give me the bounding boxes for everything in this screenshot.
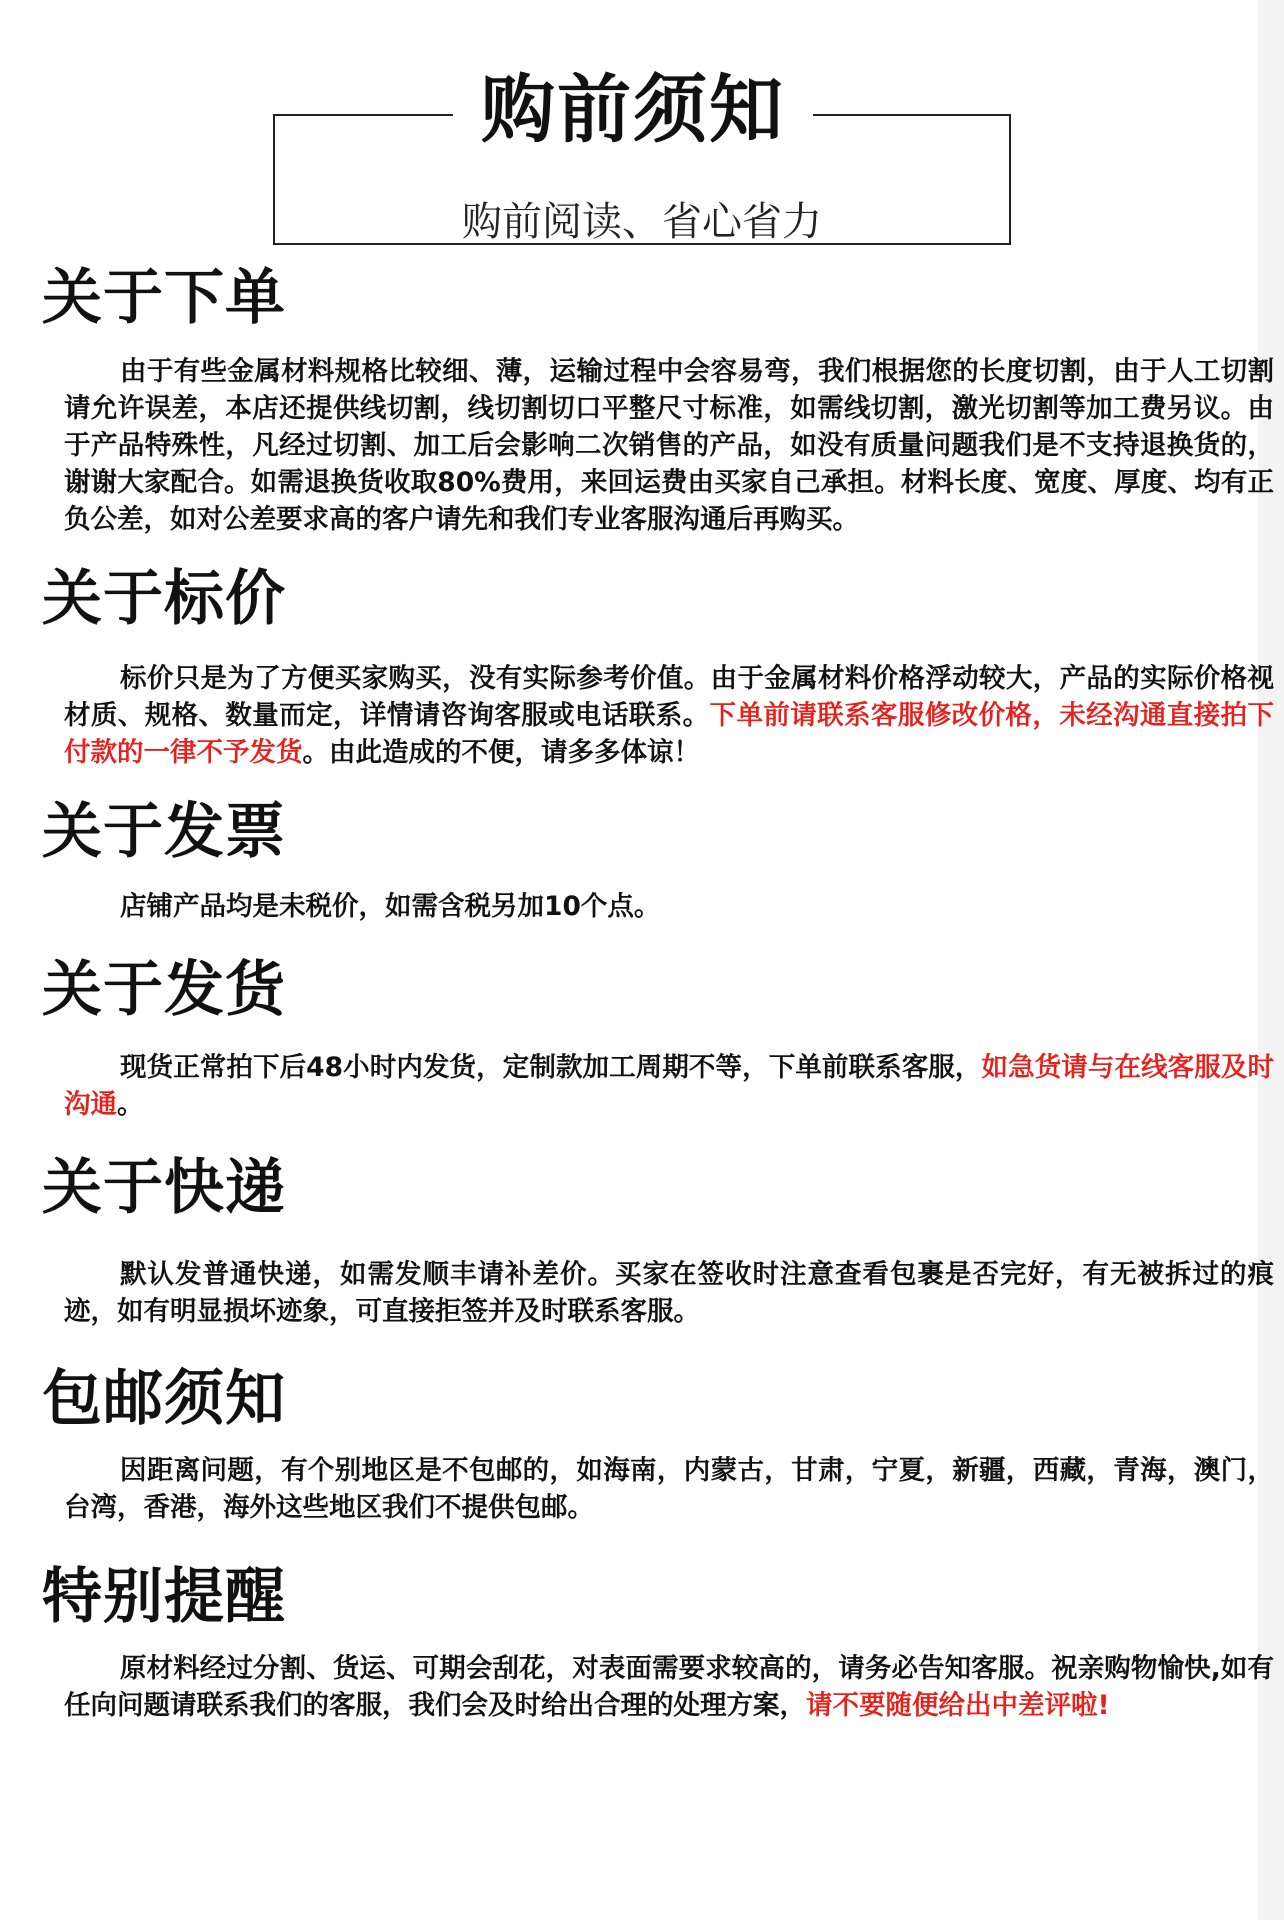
- section-free-shipping: [42, 1363, 1274, 1523]
- body-text: 。: [117, 1089, 144, 1120]
- section-express: [42, 1152, 1274, 1327]
- section-title: 关于快递: [42, 1153, 286, 1223]
- body-text: 原材料经过分割、货运、可期会刮花，对表面需要求较高的，请务必告知客服。祝亲购物愉快,如有任向问题请联系我们的客服，我们会及时给出合理的处理方案，: [64, 1653, 1274, 1721]
- section-body: [64, 1650, 1274, 1724]
- page-title-text: 购前须知: [453, 62, 813, 158]
- page-title: [0, 62, 1266, 158]
- highlight-text: 如急货请与在线客服及时沟通: [64, 1052, 1274, 1120]
- body-text: 标价只是为了方便买家购买，没有实际参考价值。由于金属材料价格浮动较大，产品的实际价格视材质、规格、数量而定，详情请咨询客服或电话联系。: [64, 663, 1274, 731]
- section-title: 包邮须知: [42, 1364, 286, 1434]
- section-invoice: [42, 796, 1242, 922]
- highlight-text: 请不要随便给出中差评啦!: [806, 1690, 1110, 1721]
- section-title: 关于发票: [42, 797, 286, 867]
- body-text: 现货正常拍下后48小时内发货，定制款加工周期不等，下单前联系客服，: [120, 1052, 982, 1083]
- section-body: [64, 660, 1274, 771]
- section-title: 关于标价: [42, 564, 286, 634]
- section-body: 店铺产品均是未税价，如需含税另加10个点。: [120, 891, 661, 922]
- section-reminder: [42, 1561, 1274, 1721]
- section-body: 由于有些金属材料规格比较细、薄，运输过程中会容易弯，我们根据您的长度切割，由于人工切割请允许误差，本店还提供线切割，线切割切口平整尺寸标准，如需线切割，激光切割等加工费另议。由于产品特殊性，凡经过切割、加工后会影响二次销售的产品，如没有质量问题我们是不支持退换货的，谢谢大家配合。如需退换货收取80%费用，来回运费由买家自己承担。材料长度、宽度、厚度、均有正负公差，如对公差要求高的客户请先和我们专业客服沟通后再购买。: [64, 356, 1274, 535]
- section-title: 特别提醒: [42, 1562, 286, 1632]
- page-edge-strip: [1258, 0, 1284, 1920]
- section-title: 关于发货: [42, 955, 286, 1025]
- section-price: [42, 563, 1275, 768]
- section-order: [42, 262, 1274, 535]
- section-shipping: [42, 954, 1274, 1120]
- body-text: 。由此造成的不便，请多多体谅！: [302, 737, 700, 768]
- section-body: [64, 1049, 1274, 1123]
- highlight-text: 下单前请联系客服修改价格，未经沟通直接拍下付款的一律不予发货: [64, 700, 1275, 768]
- section-body: 因距离问题，有个别地区是不包邮的，如海南，内蒙古，甘肃，宁夏，新疆，西藏，青海，澳门，台湾，香港，海外这些地区我们不提供包邮。: [64, 1455, 1274, 1523]
- page-subtitle: 购前阅读、省心省力: [462, 199, 822, 245]
- section-title: 关于下单: [42, 263, 286, 333]
- section-body: 默认发普通快递，如需发顺丰请补差价。买家在签收时注意查看包裹是否完好，有无被拆过的痕迹，如有明显损坏迹象，可直接拒签并及时联系客服。: [64, 1259, 1274, 1327]
